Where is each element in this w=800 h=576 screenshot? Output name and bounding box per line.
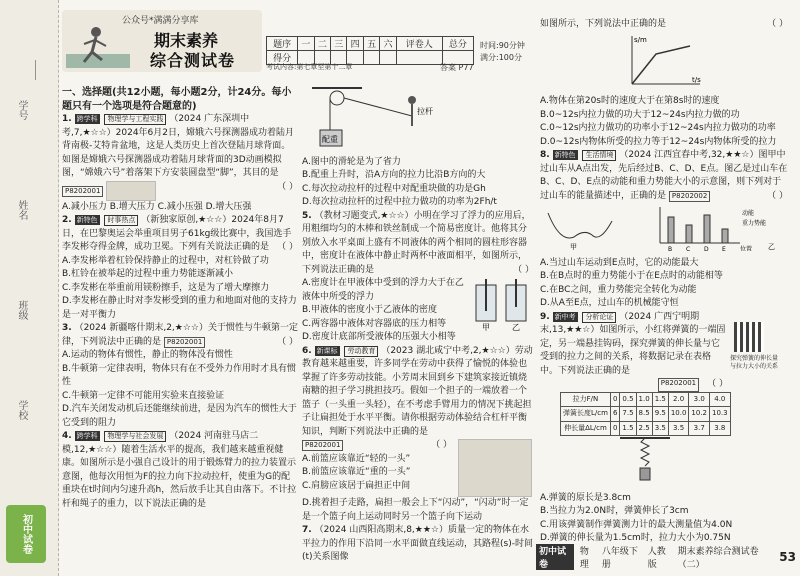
exam-scope: 考试内容:第七章至第十二章 xyxy=(266,63,353,71)
x-tick: E xyxy=(722,246,726,251)
badge-new: 新课标 xyxy=(316,346,338,355)
badge-interdisciplinary: 跨学科 xyxy=(76,115,98,123)
score-header-cell: 一 xyxy=(298,37,314,51)
section-heading: 一、选择题(共12小题，每小题2分，计24分。每小题只有一个选项是符合题意的) xyxy=(62,87,292,112)
question-2 xyxy=(62,214,298,255)
pull-bar-label: 拉杆 xyxy=(417,107,433,116)
score-header-cell: 六 xyxy=(380,37,396,51)
topic-tag: 生活情境 xyxy=(582,150,616,161)
option-a: A.李发彬举着杠铃保持静止的过程中，对杠铃做了功 xyxy=(62,255,269,266)
table-cell: 1.0 xyxy=(636,392,652,407)
question-number: 8. xyxy=(540,150,550,160)
row-header: 弹簧长度L/cm xyxy=(561,407,611,422)
table-cell: 3.7 xyxy=(689,421,710,436)
topic-tag: 物理学与社会发展 xyxy=(104,431,166,442)
q5-block xyxy=(302,277,534,345)
score-input-cell[interactable] xyxy=(396,51,442,65)
table-cell: 2.0 xyxy=(668,392,689,407)
binding-label-name: 姓名 xyxy=(16,200,27,220)
table-cell: 3.8 xyxy=(710,421,731,436)
question-text: （2024 新疆喀什期末,2,★☆☆）关于惯性与牛顿第一定律，下列说法中正确的是 xyxy=(62,323,298,347)
option-c: C.用该弹簧制作弹簧测力计的最大测量值为4.0N xyxy=(540,519,733,530)
resource-code: P8202001 xyxy=(62,186,103,197)
answer-blank[interactable]: （ ） xyxy=(767,190,788,201)
option-a: A.当过山车运动到E点时，它的动能最大 xyxy=(540,257,699,268)
table-row xyxy=(561,407,731,422)
option-c: C.牛顿第一定律不可能用实验来直接验证 xyxy=(62,390,225,401)
question-number: 9. xyxy=(540,311,550,322)
table-cell: 9.5 xyxy=(652,407,668,422)
binding-label-class: 班级 xyxy=(16,300,27,320)
footer-edition: 人教版 xyxy=(647,547,666,570)
option-c: C.0~12s内拉力做功的功率小于12~24s内拉力做功的功率 xyxy=(540,123,776,133)
answer-blank[interactable]: （ ） xyxy=(431,440,452,450)
topic-tag: 分析论证 xyxy=(582,312,616,323)
counterweight-label: 配重 xyxy=(322,135,338,144)
question-number: 6. xyxy=(302,345,312,356)
page-footer xyxy=(536,547,796,570)
option-b: B.配重上升时，沿A方向的拉力比沿B方向的大 xyxy=(302,170,486,180)
exam-title-line2: 综合测试卷 xyxy=(150,51,236,70)
time-limit: 时间:90分钟 xyxy=(480,41,525,50)
table-cell: 3.5 xyxy=(652,421,668,436)
hydrometer-figure xyxy=(472,277,532,331)
answer-blank[interactable]: （ ） xyxy=(707,379,728,389)
option-c: C.两容器中液体对容器底的压力相等 xyxy=(302,318,447,329)
option-c: C.肩膀应该居于扁担正中间 xyxy=(302,480,411,491)
table-cell: 0 xyxy=(610,421,619,436)
score-header-cell: 三 xyxy=(331,37,347,51)
question-8 xyxy=(540,149,788,203)
question-9 xyxy=(540,311,728,379)
option-b: B.甲液体的密度小于乙液体的密度 xyxy=(302,305,438,315)
q1-figure-row xyxy=(62,181,298,201)
topic-tag: 物理学与工程实践 xyxy=(104,114,166,125)
table-cell: 3.0 xyxy=(689,392,710,407)
fig-label-a: 甲 xyxy=(570,243,577,251)
resource-code: P8202001 xyxy=(164,337,205,348)
table-cell: 3.5 xyxy=(668,421,689,436)
score-header-cell: 五 xyxy=(363,37,379,51)
legend-potential: 重力势能 xyxy=(742,220,767,227)
question-number: 7. xyxy=(302,525,312,535)
score-header-cell: 评卷人 xyxy=(396,37,442,51)
q7-continuation xyxy=(540,18,788,32)
answer-blank[interactable]: （ ） xyxy=(277,336,298,347)
middle-column xyxy=(302,86,534,565)
table-cell: 0.5 xyxy=(620,392,636,407)
question-7 xyxy=(302,524,534,565)
q6-options xyxy=(302,439,452,497)
option-d: D.弹簧的伸长量为1.5cm时，拉力大小为0.75N xyxy=(540,533,731,543)
exam-title-line1: 期末素养 xyxy=(154,31,219,50)
option-d: D.从A至E点，过山车的机械能守恒 xyxy=(540,298,679,308)
topic-tag: 时事热点 xyxy=(104,215,138,226)
score-header-cell: 四 xyxy=(347,37,363,51)
x-axis-label: t/s xyxy=(692,75,701,84)
option-a: A.运动的物体有惯性，静止的物体没有惯性 xyxy=(62,350,233,360)
question-number: 1. xyxy=(62,114,72,124)
score-input-cell[interactable] xyxy=(363,51,379,65)
score-input-cell[interactable] xyxy=(380,51,396,65)
table-cell: 1.5 xyxy=(620,421,636,436)
q9-meta xyxy=(540,378,728,392)
binding-line xyxy=(35,60,36,80)
score-header-cell: 二 xyxy=(314,37,330,51)
badge-new-feature: 新特色 xyxy=(76,216,98,224)
x-tick: B xyxy=(668,246,673,251)
score-row-label: 得分 xyxy=(267,51,298,65)
answer-blank[interactable]: （ ） xyxy=(277,181,298,192)
question-number: 2. xyxy=(62,215,72,225)
x-axis-label: 位置 xyxy=(740,246,753,251)
answer-ref: 答案 P77 xyxy=(440,63,474,72)
table-cell: 10.0 xyxy=(668,407,689,422)
table-cell: 10.3 xyxy=(710,407,731,422)
binding-label-school: 学校 xyxy=(16,400,27,420)
option-a: A.弹簧的原长是3.8cm xyxy=(540,492,631,503)
score-header-cell: 总分 xyxy=(442,37,473,51)
question-number: 3. xyxy=(62,323,72,333)
question-text: （2024 江西宜春中考,32,★★☆）图甲中过山车从A点出发，先后经过B、C、D、E点。图乙是过山车在B、C、D、E点的动能和重力势能大小的示意图，则下列对于过山车的能量描述中，正确的是 xyxy=(540,150,788,201)
table-cell: 10.2 xyxy=(689,407,710,422)
fig-label-a: 甲 xyxy=(482,323,490,331)
question-5 xyxy=(302,210,534,278)
table-cell: 7.5 xyxy=(620,407,636,422)
q1-options: A.减小压力 B.增大压力 C.减小压强 D.增大压强 xyxy=(62,201,252,212)
badge-new-exam: 新中考 xyxy=(554,312,576,321)
question-text: （教材习题变式,★☆☆）小明在学习了浮力的应用后，用粗细均匀的木棒和铁丝制成一个简易密度计。他将其分别放入水平桌面上盛有不同液体的两个相同的圆柱形容器中，密度计在液体中静止时两杯中液面相平，如图所示，下列说法正确的是 xyxy=(302,210,531,275)
option-a: A.密度计在甲液体中受到的浮力大于在乙液体中所受的浮力 xyxy=(302,278,464,302)
resource-code: P8202002 xyxy=(669,191,710,202)
question-6 xyxy=(302,345,534,440)
topic-tag: 劳动教育 xyxy=(344,346,378,357)
option-b: B.牛顿第一定律表明，物体只有在不受外力作用时才具有惯性 xyxy=(62,363,297,387)
question-text: （2024 河南驻马店二模,12,★☆☆）随着生活水平的提高，我们越来越重视健康。如图所示是小强自己设计的用于锻炼臂力的拉力装置示意图，他每次用恒为F的拉力向下拉动拉杆，使重为G的配重块在t时间内匀速升高h，然后放手让其自由落下。不计拉杆和绳子的重力，以下说法正确的是 xyxy=(62,431,297,509)
question-number: 4. xyxy=(62,431,72,441)
row-header: 拉力F/N xyxy=(561,392,611,407)
option-b: B.前篮应该靠近“重的一头” xyxy=(302,467,411,477)
answer-blank[interactable]: （ ） xyxy=(277,242,298,252)
q6-block xyxy=(302,439,534,497)
footer-subject: 物理 xyxy=(579,547,589,570)
table-cell: 0 xyxy=(610,392,619,407)
option-a: A.物体在第20s时的速度大于在第8s时的速度 xyxy=(540,96,720,106)
question-text: （新独家原创,★☆☆）2024年8月7日，在巴黎奥运会举重项目男子61kg级比赛中，我国选手李发彬夺得金牌，成功卫冕。下列有关说法正确的是 xyxy=(62,215,292,252)
runner-illustration xyxy=(66,24,130,68)
question-1 xyxy=(62,113,298,181)
score-table xyxy=(266,36,474,65)
badge-interdisciplinary: 跨学科 xyxy=(76,432,98,440)
s-t-graph xyxy=(540,32,780,90)
brand-logo: 初中试卷 xyxy=(6,505,46,563)
option-b: B.当拉力为2.0N时，弹簧伸长了3cm xyxy=(540,506,689,516)
option-c: C.每次拉动拉杆的过程中对配重块做的功是Gh xyxy=(302,183,486,194)
question-text: （2024 广东深圳中考,7,★☆☆）2024年6月2日，嫦娥六号探测器成功着陆月背南极-艾特肯盆地，这是人类历史上首次登陆月球背面。如图是嫦娥六号探测器成功着陆月球背面的3D动画模拟图，“嫦娥六号”着落架下方安装圆盘型“脚”，其目的是 xyxy=(62,114,295,178)
option-a: A.图中的滑轮是为了省力 xyxy=(302,156,401,167)
x-tick: C xyxy=(686,246,691,251)
x-tick: D xyxy=(704,246,709,251)
option-d: D.密度计底部所受液体的压强大小相等 xyxy=(302,332,456,342)
option-b: B.0~12s内拉力做的功大于12~24s内拉力做的功 xyxy=(540,109,740,120)
option-d: D.0~12s内物体所受的拉力等于12~24s内物体所受的拉力 xyxy=(540,136,777,147)
score-header-cell: 题序 xyxy=(267,37,298,51)
option-b: B.在B点时的重力势能小于在E点时的动能相等 xyxy=(540,271,723,281)
question-3 xyxy=(62,322,298,349)
badge-new-feature: 新特色 xyxy=(554,151,576,159)
fig-label-b: 乙 xyxy=(768,243,775,251)
answer-blank[interactable]: （ ） xyxy=(513,264,534,275)
question-text: 如图所示，下列说法中正确的是 xyxy=(540,19,667,29)
table-cell: 8.5 xyxy=(636,407,652,422)
question-text: （2024 广西宁明期末,13,★★☆）如图所示，小红将弹簧的一端固定，另一端悬挂钩码，探究弹簧的伸长量与它受到的拉力之间的关系，将数据记录在表格中。下列说法正确的是 xyxy=(540,311,726,376)
question-text: （2024 山西阳高期末,8,★★☆）质量一定的物体在水平拉力的作用下沿同一水平面做直线运动，其路程(s)-时间(t)关系图像 xyxy=(302,525,533,562)
spring-data-table xyxy=(560,392,731,437)
q5-options xyxy=(302,277,472,345)
roller-coaster-figure xyxy=(540,203,780,251)
resource-code: P8202001 xyxy=(302,440,343,451)
table-cell: 1.5 xyxy=(652,392,668,407)
question-4 xyxy=(62,430,298,511)
lander-photo xyxy=(106,181,156,201)
pulley-figure xyxy=(302,86,534,150)
y-axis-label: s/m xyxy=(634,35,647,44)
footer-series: 初中试卷 xyxy=(536,544,574,570)
exam-time-info xyxy=(480,40,525,64)
table-cell: 2.5 xyxy=(636,421,652,436)
table-row xyxy=(561,421,731,436)
fig-label-b: 乙 xyxy=(512,323,520,331)
binding-label-id: 学号 xyxy=(16,100,27,120)
page-number: 53 xyxy=(779,550,796,564)
option-a: A.前篮应该靠近“轻的一头” xyxy=(302,453,411,464)
footer-grade: 八年级下册 xyxy=(601,547,638,570)
option-c: C.在BC之间，重力势能完全转化为动能 xyxy=(540,284,697,295)
option-d: D.挑着担子走路，扁担一般会上下“闪动”，“闪动”时一定是一个篮子向上运动同时另一个篮子向下运动 xyxy=(302,498,529,522)
answer-blank[interactable]: （ ） xyxy=(767,19,788,29)
binding-strip xyxy=(0,0,59,576)
table-cell: 6 xyxy=(610,407,619,422)
qr-caption: 探究弹簧的伸长量与拉力大小的关系 xyxy=(729,355,778,370)
qr-code[interactable] xyxy=(734,322,764,352)
option-d: D.汽车关闭发动机后还能继续前进，是因为汽车的惯性大于它受到的阻力 xyxy=(62,404,297,428)
option-d: D.每次拉动拉杆的过程中拉力做功的功率为2Fh/t xyxy=(302,197,497,207)
legend-kinetic: 动能 xyxy=(742,210,755,217)
footer-title: 期末素养综合测试卷（二） xyxy=(677,547,759,570)
resource-code: P8202001 xyxy=(658,378,699,392)
right-column xyxy=(540,18,788,546)
carrying-pole-photo xyxy=(458,439,532,497)
full-marks: 满分:100分 xyxy=(480,53,522,62)
row-header: 伸长量ΔL/cm xyxy=(561,421,611,436)
option-c: C.李发彬在举重前用镁粉擦手，这是为了增大摩擦力 xyxy=(62,282,270,293)
question-number: 5. xyxy=(302,210,312,221)
spring-figure xyxy=(540,436,780,486)
publisher-note: 公众号*满满分享库 xyxy=(122,16,199,26)
option-d: D.李发彬在静止时对李发彬受到的重力和地面对他的支持力是一对平衡力 xyxy=(62,296,297,320)
question-text: （2023 湖北咸宁中考,2,★☆☆）劳动教育越来越重要，许多同学在劳动中获得了愉悦的体验也掌握了许多劳动技能。小芳周末回到乡下建筑家接近镇烧南糖的担子学习挑担技巧。假如一个担子的一端放着一个篮子（一头重一头轻），在不考虑手臂用力的情况下挑起担子让扁担处于水平平衡。请你根据劳动体验结合杠杆平衡知识，判断下列说法中正确的是 xyxy=(302,345,533,437)
option-b: B.杠铃在被举起的过程中重力势能逐渐减小 xyxy=(62,269,234,279)
table-row xyxy=(561,392,731,407)
table-cell: 4.0 xyxy=(710,392,731,407)
left-column xyxy=(62,86,298,511)
title-banner xyxy=(62,10,262,72)
